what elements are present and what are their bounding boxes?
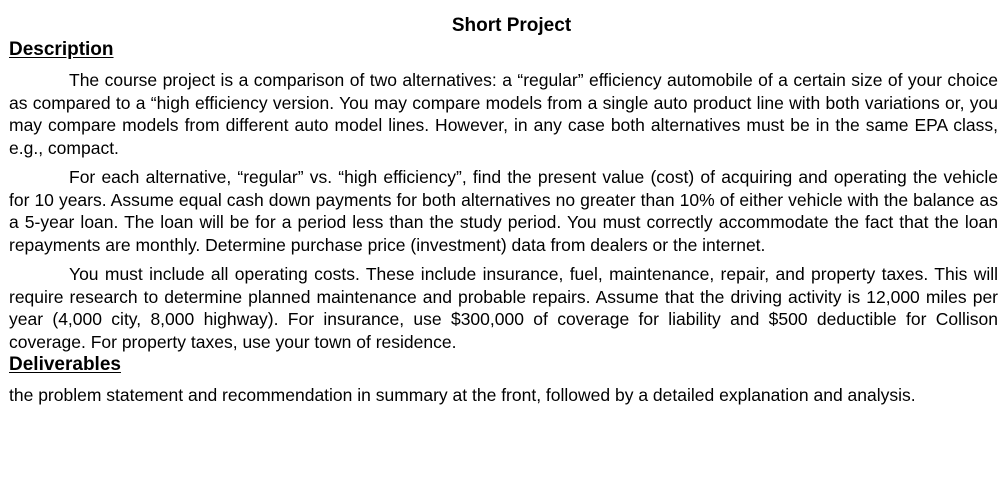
description-paragraph-1: The course project is a comparison of two alternatives: a “regular” efficiency automobile of a certain size of your choice as compared to a “high efficiency version. You may compare models from a single auto product line with both variations or, you may compare models from different auto model lines. However, in any case both alternatives must be in the same EPA class, e.g., compact. bbox=[9, 70, 998, 158]
spacer bbox=[9, 159, 998, 166]
description-paragraph-3: You must include all operating costs. These include insurance, fuel, maintenance, repair, and property taxes. This will require research to determine planned maintenance and probable repairs. Assume that the driving activity is 12,000 miles per year (4,000 city, 8,000 highway). For insurance, use $300,000 of coverage for liability and $500 deductible for Collison coverage. For property taxes, use your town of residence. bbox=[9, 264, 998, 352]
document-title: Short Project bbox=[451, 15, 572, 36]
description-heading: Description bbox=[9, 39, 114, 60]
deliverables-paragraph-1: the problem statement and recommendation in summary at the front, followed by a detailed explanation and analysis. bbox=[9, 385, 916, 405]
spacer bbox=[9, 256, 998, 263]
document-page bbox=[9, 14, 998, 407]
description-paragraph-2: For each alternative, “regular” vs. “high efficiency”, find the present value (cost) of acquiring and operating the vehicle for 10 years. Assume equal cash down payments for both alternatives no greater than 10% of either vehicle with the balance as a 5-year loan. The loan will be for a period less than the study period. You must correctly accommodate the fact that the loan repayments are monthly. Determine purchase price (investment) data from dealers or the internet. bbox=[9, 167, 998, 255]
spacer bbox=[9, 62, 998, 69]
spacer bbox=[9, 377, 998, 384]
deliverables-heading: Deliverables bbox=[9, 354, 121, 375]
